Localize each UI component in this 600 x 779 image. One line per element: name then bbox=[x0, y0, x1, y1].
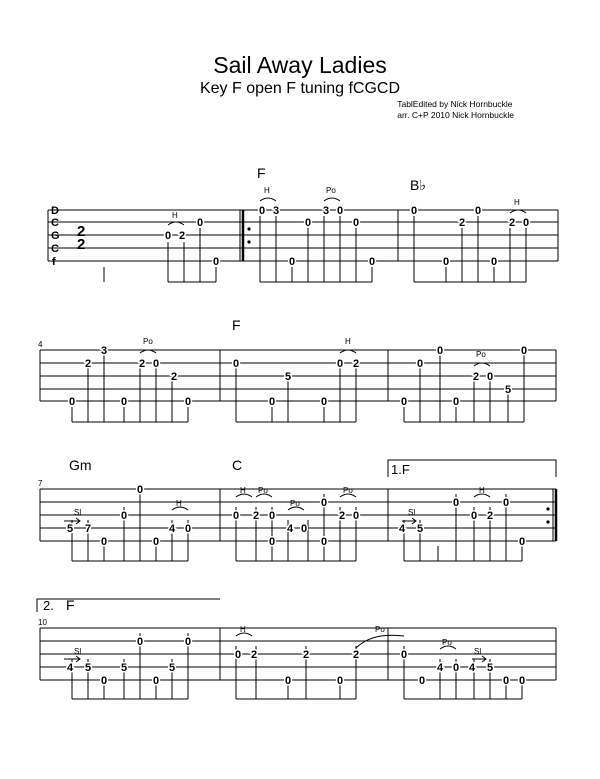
fret-number: 0 bbox=[136, 636, 144, 648]
technique-label: H bbox=[240, 486, 246, 495]
chord-symbol: F bbox=[232, 317, 241, 333]
chord-symbol: Gm bbox=[69, 457, 92, 473]
fret-number: 0 bbox=[400, 396, 408, 408]
fret-number: 0 bbox=[400, 649, 408, 661]
string-name: C bbox=[51, 243, 59, 255]
fret-number: 0 bbox=[452, 396, 460, 408]
fret-number: 0 bbox=[452, 497, 460, 509]
fret-number: 4 bbox=[468, 662, 476, 674]
fret-number: 4 bbox=[286, 523, 294, 535]
technique-label: Po bbox=[143, 337, 153, 346]
string-name: f bbox=[52, 256, 56, 268]
technique-label: Po bbox=[290, 499, 300, 508]
chord-symbol: F bbox=[257, 165, 266, 181]
fret-number: 2 bbox=[302, 649, 310, 661]
fret-number: 5 bbox=[284, 371, 292, 383]
first-ending-label: 1.F bbox=[391, 462, 410, 477]
song-title: Sail Away Ladies bbox=[213, 52, 387, 78]
chord-symbol: C bbox=[232, 457, 243, 473]
fret-number: 4 bbox=[436, 662, 444, 674]
fret-number: 4 bbox=[168, 523, 176, 535]
fret-number: 2 bbox=[170, 371, 178, 383]
fret-number: 0 bbox=[152, 675, 160, 687]
tab-system-2 bbox=[40, 350, 556, 422]
fret-number: 0 bbox=[368, 256, 376, 268]
fret-number: 2 bbox=[352, 358, 360, 370]
measure-number: 7 bbox=[38, 479, 43, 488]
fret-number: 2 bbox=[472, 371, 480, 383]
measure-number: 4 bbox=[38, 340, 43, 349]
fret-number: 5 bbox=[84, 662, 92, 674]
fret-number: 2 bbox=[338, 510, 346, 522]
fret-number: 0 bbox=[518, 536, 526, 548]
time-signature-bottom: 2 bbox=[77, 236, 86, 253]
fret-number: 0 bbox=[418, 675, 426, 687]
technique-label: Sl bbox=[74, 647, 82, 656]
fret-number: 0 bbox=[232, 510, 240, 522]
fret-number: 0 bbox=[452, 662, 460, 674]
credit-arrangement: arr. C+P 2010 Nick Hornbuckle bbox=[397, 110, 514, 120]
fret-number: 0 bbox=[100, 675, 108, 687]
fret-number: 0 bbox=[152, 536, 160, 548]
fret-number: 0 bbox=[490, 256, 498, 268]
fret-number: 7 bbox=[84, 523, 92, 535]
fret-number: 0 bbox=[502, 675, 510, 687]
technique-label: Po bbox=[343, 486, 353, 495]
technique-label: H bbox=[514, 198, 520, 207]
fret-number: 2 bbox=[508, 217, 516, 229]
fret-number: 3 bbox=[322, 205, 330, 217]
fret-number: 0 bbox=[232, 358, 240, 370]
fret-number: 0 bbox=[284, 675, 292, 687]
fret-number: 0 bbox=[184, 523, 192, 535]
string-name: C bbox=[51, 217, 59, 229]
fret-number: 5 bbox=[168, 662, 176, 674]
fret-number: 0 bbox=[120, 396, 128, 408]
string-name: D bbox=[51, 205, 59, 217]
fret-number: 4 bbox=[398, 523, 406, 535]
fret-number: 0 bbox=[100, 536, 108, 548]
song-subtitle: Key F open F tuning fCGCD bbox=[199, 80, 401, 97]
fret-number: 0 bbox=[436, 345, 444, 357]
fret-number: 0 bbox=[184, 636, 192, 648]
fret-number: 5 bbox=[416, 523, 424, 535]
credit-tabledited: TablEdited by Nick Hornbuckle bbox=[397, 99, 513, 109]
fret-number: 2 bbox=[486, 510, 494, 522]
fret-number: 0 bbox=[520, 345, 528, 357]
fret-number: 2 bbox=[352, 649, 360, 661]
technique-label: Sl bbox=[74, 508, 82, 517]
tab-system-1 bbox=[48, 198, 558, 282]
fret-number: 2 bbox=[458, 217, 466, 229]
fret-number: 0 bbox=[196, 217, 204, 229]
fret-number: 2 bbox=[138, 358, 146, 370]
fret-number: 0 bbox=[304, 217, 312, 229]
fret-number: 0 bbox=[352, 510, 360, 522]
fret-number: 3 bbox=[100, 345, 108, 357]
technique-label: H bbox=[479, 486, 485, 495]
tab-system-1-text bbox=[51, 165, 529, 268]
fret-number: 0 bbox=[268, 536, 276, 548]
fret-number: 3 bbox=[272, 205, 280, 217]
fret-number: 0 bbox=[442, 256, 450, 268]
fret-number: 0 bbox=[352, 217, 360, 229]
fret-number: 0 bbox=[416, 358, 424, 370]
fret-number: 5 bbox=[120, 662, 128, 674]
technique-label: Po bbox=[258, 486, 268, 495]
fret-number: 0 bbox=[518, 675, 526, 687]
measure-number: 10 bbox=[38, 618, 47, 627]
fret-number: 5 bbox=[504, 384, 512, 396]
fret-number: 0 bbox=[502, 497, 510, 509]
fret-number: 0 bbox=[336, 205, 344, 217]
technique-label: H bbox=[172, 211, 178, 220]
second-ending-label: 2. bbox=[43, 598, 54, 613]
fret-number: 0 bbox=[164, 230, 172, 242]
fret-number: 2 bbox=[178, 230, 186, 242]
tab-system-4-text bbox=[38, 597, 525, 687]
fret-number: 5 bbox=[486, 662, 494, 674]
fret-number: 2 bbox=[250, 649, 258, 661]
fret-number: 0 bbox=[258, 205, 266, 217]
fret-number: 0 bbox=[336, 675, 344, 687]
fret-number: 2 bbox=[84, 358, 92, 370]
fret-number: 0 bbox=[184, 396, 192, 408]
fret-number: 0 bbox=[152, 358, 160, 370]
fret-number: 0 bbox=[336, 358, 344, 370]
fret-number: 0 bbox=[234, 649, 242, 661]
fret-number: 0 bbox=[320, 497, 328, 509]
fret-number: 0 bbox=[486, 371, 494, 383]
fret-number: 0 bbox=[300, 523, 308, 535]
fret-number: 5 bbox=[66, 523, 74, 535]
technique-label: Po bbox=[476, 350, 486, 359]
fret-number: 2 bbox=[252, 510, 260, 522]
technique-label: Po bbox=[375, 625, 385, 634]
fret-number: 0 bbox=[268, 510, 276, 522]
fret-number: 0 bbox=[288, 256, 296, 268]
fret-number: 0 bbox=[68, 396, 76, 408]
tab-system-3 bbox=[40, 460, 556, 561]
fret-number: 0 bbox=[320, 396, 328, 408]
fret-number: 0 bbox=[268, 396, 276, 408]
fret-number: 0 bbox=[410, 205, 418, 217]
string-name: G bbox=[51, 230, 60, 242]
technique-label: H bbox=[264, 186, 270, 195]
fret-number: 0 bbox=[474, 205, 482, 217]
fret-number: 0 bbox=[120, 510, 128, 522]
technique-label: H bbox=[240, 625, 246, 634]
chord-symbol: B♭ bbox=[410, 177, 426, 193]
technique-label: Po bbox=[442, 638, 452, 647]
time-signature-top: 2 bbox=[77, 223, 86, 240]
technique-label: H bbox=[345, 337, 351, 346]
chord-symbol: F bbox=[66, 597, 75, 613]
technique-label: Sl bbox=[474, 647, 482, 656]
fret-number: 0 bbox=[212, 256, 220, 268]
technique-label: Po bbox=[326, 186, 336, 195]
fret-number: 0 bbox=[470, 510, 478, 522]
fret-number: 4 bbox=[66, 662, 74, 674]
technique-label: H bbox=[176, 499, 182, 508]
fret-number: 0 bbox=[320, 536, 328, 548]
fret-number: 0 bbox=[136, 484, 144, 496]
fret-number: 0 bbox=[522, 217, 530, 229]
technique-label: Sl bbox=[408, 508, 416, 517]
